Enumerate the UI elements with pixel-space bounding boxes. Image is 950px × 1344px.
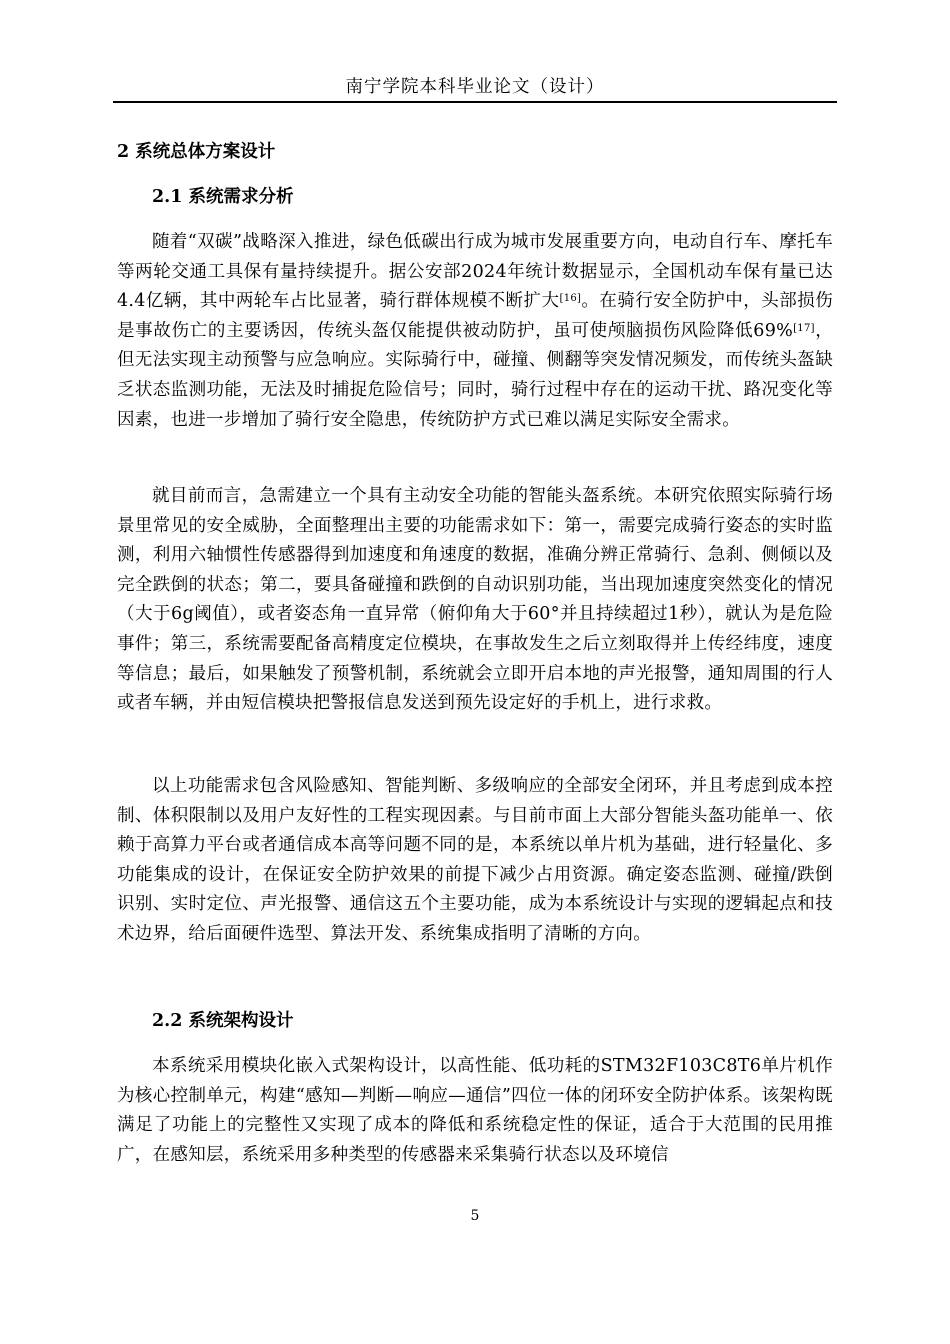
paragraph-2-2-1: 本系统采用模块化嵌入式架构设计，以高性能、低功耗的STM32F103C8T6单片机作为核心控制单元，构建“感知—判断—响应—通信”四位一体的闭环安全防护体系。该架构既满足了功能上的完整性又实现了成本的降低和系统稳定性的保证，适合于大范围的民用推广，在感知层，系统采用多种类型的传感器来采集骑行状态以及环境信 xyxy=(117,1056,833,1165)
subsection-heading-2-1: 2.1 系统需求分析 xyxy=(152,187,294,207)
section-heading: 2 系统总体方案设计 xyxy=(117,142,276,162)
paragraph-2-1-1 xyxy=(117,228,833,435)
paragraph-2-1-2: 就目前而言，急需建立一个具有主动安全功能的智能头盔系统。本研究依照实际骑行场景里常见的安全威胁，全面整理出主要的功能需求如下：第一，需要完成骑行姿态的实时监测，利用六轴惯性传感器得到加速度和角速度的数据，准确分辨正常骑行、急刹、侧倾以及完全跌倒的状态；第二，要具备碰撞和跌倒的自动识别功能，当出现加速度突然变化的情况（大于6g阈值），或者姿态角一直异常（俯仰角大于60°并且持续超过1秒），就认为是危险事件；第三，系统需要配备高精度定位模块，在事故发生之后立刻取得并上传经纬度，速度等信息；最后，如果触发了预警机制，系统就会立即开启本地的声光报警，通知周围的行人或者车辆，并由短信模块把警报信息发送到预先设定好的手机上，进行求救。 xyxy=(117,486,833,714)
page-number: 5 xyxy=(470,1208,480,1224)
paragraph-text: 。在骑行安全防护中，头部损伤是事故伤亡的主要诱因，传统头盔仅能提供被动防护，虽可使颅脑损伤风险降低69% xyxy=(117,291,833,341)
citation-17: [17] xyxy=(793,322,815,334)
running-header: 南宁学院本科毕业论文（设计） xyxy=(345,77,605,97)
citation-16: [16] xyxy=(559,293,582,305)
header-divider xyxy=(113,101,837,103)
subsection-heading-2-2: 2.2 系统架构设计 xyxy=(152,1011,294,1031)
paragraph-text: 随着“双碳”战略深入推进，绿色低碳出行成为城市发展重要方向，电动自行车、摩托车等两轮交通工具保有量持续提升。据公安部2024年统计数据显示，全国机动车保有量已达4.4亿辆，其中两轮车占比显著，骑行群体规模不断扩大 xyxy=(117,232,833,312)
paragraph-text: ，但无法实现主动预警与应急响应。实际骑行中，碰撞、侧翻等突发情况频发，而传统头盔缺乏状态监测功能，无法及时捕捉危险信号；同时，骑行过程中存在的运动干扰、路况变化等因素，也进一步增加了骑行安全隐患，传统防护方式已难以满足实际安全需求。 xyxy=(117,320,833,430)
paragraph-2-1-3: 以上功能需求包含风险感知、智能判断、多级响应的全部安全闭环，并且考虑到成本控制、体积限制以及用户友好性的工程实现因素。与目前市面上大部分智能头盔功能单一、依赖于高算力平台或者通信成本高等问题不同的是，本系统以单片机为基础，进行轻量化、多功能集成的设计，在保证安全防护效果的前提下减少占用资源。确定姿态监测、碰撞/跌倒识别、实时定位、声光报警、通信这五个主要功能，成为本系统设计与实现的逻辑起点和技术边界，给后面硬件选型、算法开发、系统集成指明了清晰的方向。 xyxy=(117,776,833,944)
